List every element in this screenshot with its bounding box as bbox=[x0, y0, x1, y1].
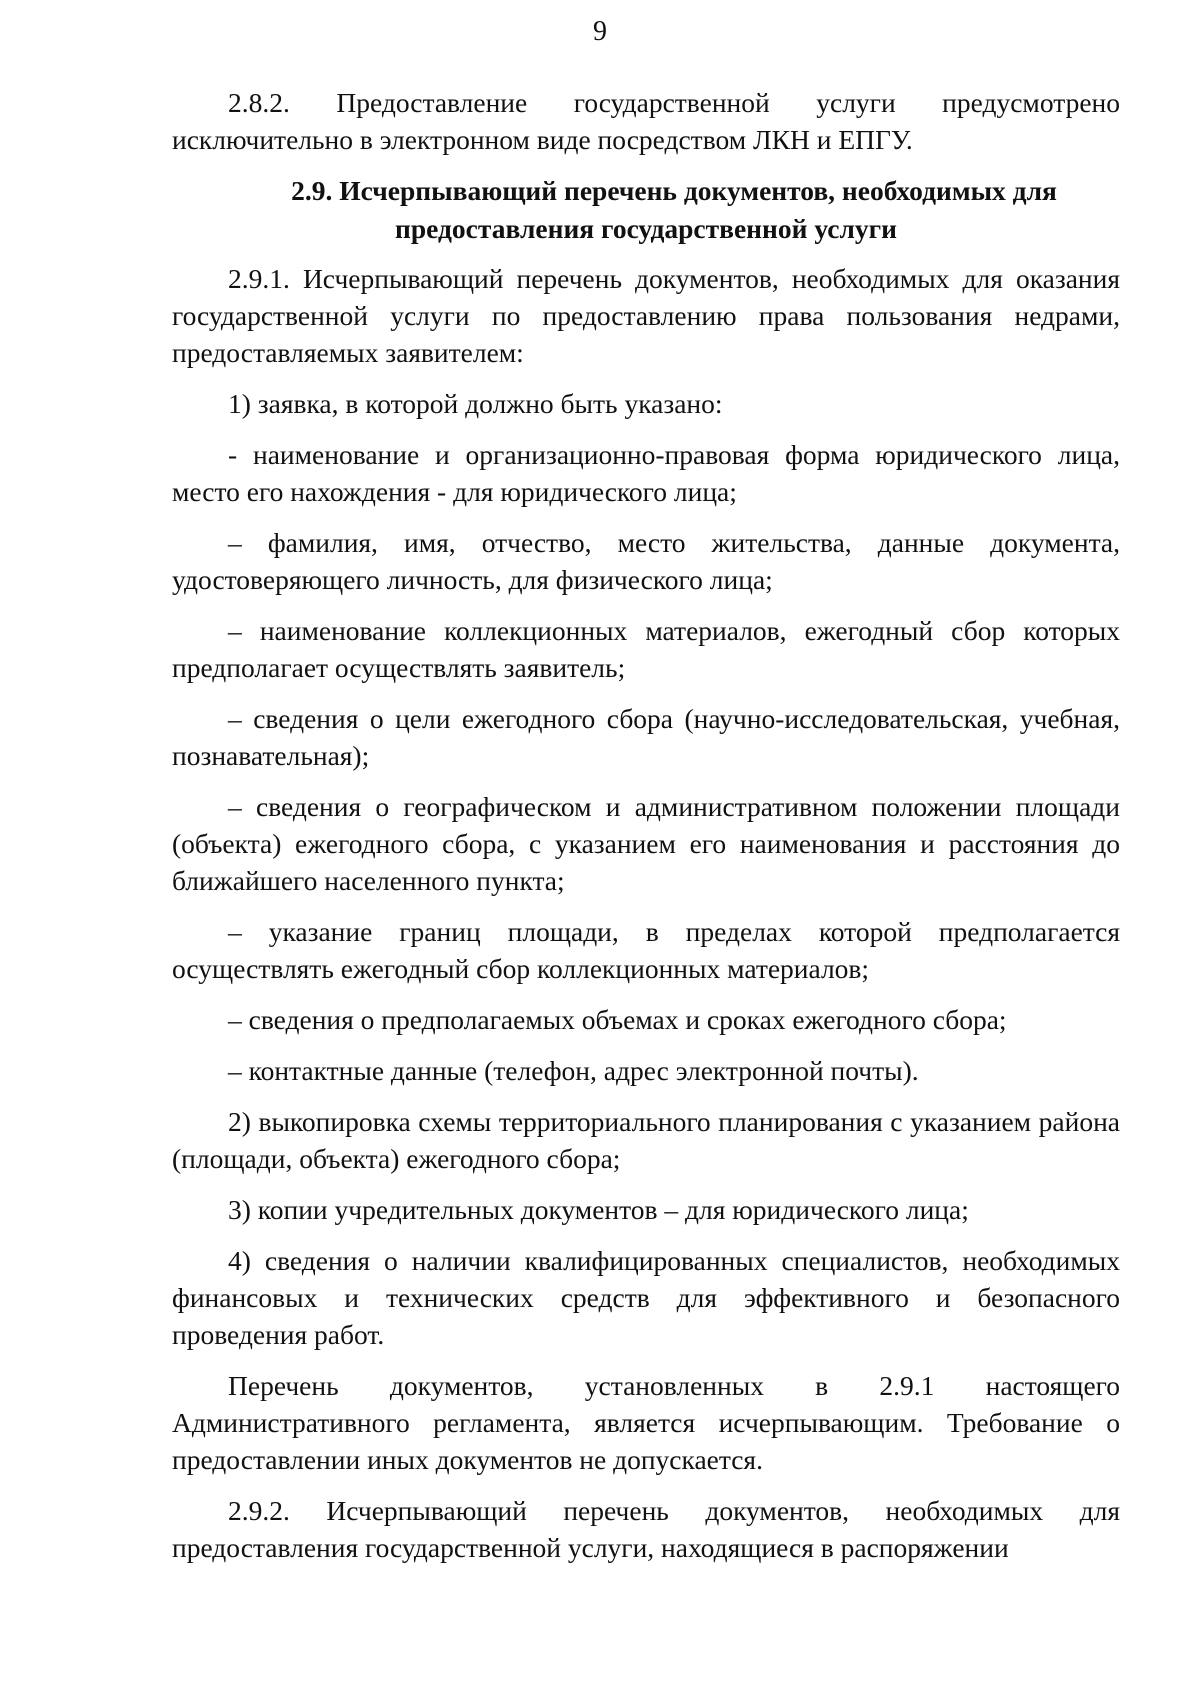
bullet-item: – сведения о цели ежегодного сбора (научно-исследовательская, учебная, познавательная); bbox=[172, 703, 1120, 771]
list-item-2: 2) выкопировка схемы территориального планирования с указанием района (площади, объекта) ежегодного сбора; bbox=[172, 1106, 1120, 1174]
paragraph-2-9-1: 2.9.1. Исчерпывающий перечень документов, необходимых для оказания государственной услуги по предоставлению права пользования недрами, предоставляемых заявителем: bbox=[172, 263, 1120, 368]
bullet-item: – указание границ площади, в пределах которой предполагается осуществлять ежегодный сбор коллекционных материалов; bbox=[172, 916, 1120, 984]
bullet-item: – сведения о предполагаемых объемах и сроках ежегодного сбора; bbox=[228, 1004, 1007, 1035]
section-heading-2-9 bbox=[172, 172, 1120, 248]
paragraph-exhaustive-list: Перечень документов, установленных в 2.9.1 настоящего Административного регламента, является исчерпывающим. Требование о предоставлении иных документов не допускается. bbox=[172, 1370, 1120, 1475]
section-heading-line-2: предоставления государственной услуги bbox=[395, 213, 897, 244]
paragraph-2-9-2: 2.9.2. Исчерпывающий перечень документов, необходимых для предоставления государственной услуги, находящиеся в распоряжении bbox=[172, 1495, 1120, 1563]
bullet-item: – наименование коллекционных материалов, ежегодный сбор которых предполагает осуществлять заявитель; bbox=[172, 615, 1120, 683]
bullet-item: – контактные данные (телефон, адрес электронной почты). bbox=[228, 1055, 919, 1086]
section-heading-line-1: 2.9. Исчерпывающий перечень документов, необходимых для bbox=[291, 175, 1057, 206]
list-item-3: 3) копии учредительных документов – для юридического лица; bbox=[228, 1194, 969, 1225]
bullet-item: – фамилия, имя, отчество, место жительства, данные документа, удостоверяющего личность, для физического лица; bbox=[172, 527, 1120, 595]
paragraph-2-8-2: 2.8.2. Предоставление государственной услуги предусмотрено исключительно в электронном виде посредством ЛКН и ЕПГУ. bbox=[172, 87, 1120, 155]
bullet-item: - наименование и организационно-правовая форма юридического лица, место его нахождения - для юридического лица; bbox=[172, 439, 1120, 507]
document-body bbox=[172, 84, 1120, 1580]
page-number: 9 bbox=[593, 16, 607, 47]
list-item-1: 1) заявка, в которой должно быть указано: bbox=[228, 388, 723, 419]
bullet-item: – сведения о географическом и административном положении площади (объекта) ежегодного сбора, с указанием его наименования и расстояния до ближайшего населенного пункта; bbox=[172, 791, 1120, 896]
list-item-4: 4) сведения о наличии квалифицированных специалистов, необходимых финансовых и технических средств для эффективного и безопасного проведения работ. bbox=[172, 1245, 1120, 1350]
